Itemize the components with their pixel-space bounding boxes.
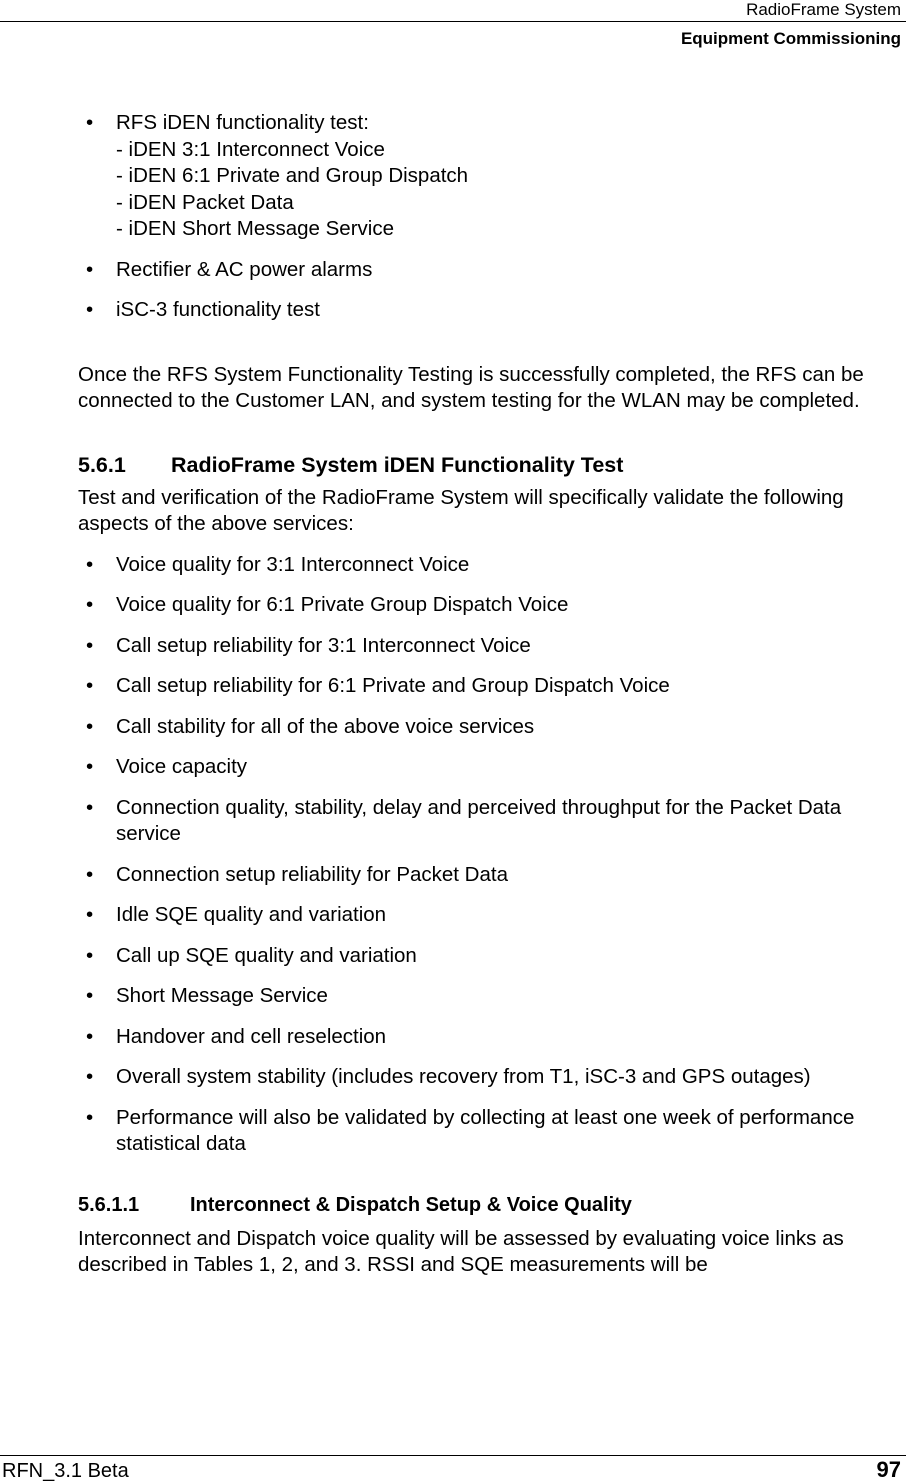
sub-item: - iDEN Short Message Service: [116, 217, 394, 240]
section-heading: [78, 451, 898, 479]
list-item: • Performance will also be validated by collecting at least one week of performance statistical data: [78, 1105, 898, 1158]
list-item: • Voice quality for 6:1 Private Group Dispatch Voice: [78, 592, 898, 619]
paragraph: Once the RFS System Functionality Testing is successfully completed, the RFS can be connected to the Customer LAN, and system testing for the WLAN may be completed.: [78, 362, 864, 412]
header-divider: [0, 21, 906, 22]
list-item: • Call setup reliability for 3:1 Interconnect Voice: [78, 633, 898, 660]
list-item: • Rectifier & AC power alarms: [78, 257, 898, 284]
page-number: 97: [876, 1457, 901, 1482]
header-title: RadioFrame System: [746, 0, 901, 19]
subsection-title: Interconnect & Dispatch Setup & Voice Quality: [190, 1193, 632, 1216]
sub-item: - iDEN 6:1 Private and Group Dispatch: [116, 164, 469, 187]
section-number: 5.6.1: [78, 452, 126, 477]
list-item: • Voice quality for 3:1 Interconnect Voice: [78, 552, 898, 579]
list-item: • Connection setup reliability for Packet Data: [78, 862, 898, 889]
footer-divider: [0, 1455, 906, 1456]
validation-aspects-list: [78, 552, 898, 1158]
list-item: • Call setup reliability for 6:1 Private and Group Dispatch Voice: [78, 673, 898, 700]
subsection-text: Interconnect and Dispatch voice quality will be assessed by evaluating voice links as described in Tables 1, 2, and 3. RSSI and SQE measurements will be: [78, 1226, 844, 1276]
list-item: • Short Message Service: [78, 983, 898, 1010]
sub-item: - iDEN 3:1 Interconnect Voice: [116, 137, 385, 161]
section-title: RadioFrame System iDEN Functionality Test: [171, 452, 624, 477]
list-item: • Idle SQE quality and variation: [78, 902, 898, 929]
list-item: • Overall system stability (includes recovery from T1, iSC-3 and GPS outages): [78, 1064, 898, 1091]
page-body: [78, 110, 898, 1279]
subsection-number: 5.6.1.1: [78, 1193, 140, 1216]
footer-doc-id: RFN_3.1 Beta: [2, 1460, 129, 1482]
list-item-text: • RFS iDEN functionality test:: [116, 111, 369, 134]
subsection-heading: [78, 1192, 898, 1218]
list-item: • Call up SQE quality and variation: [78, 943, 898, 970]
list-item: • Connection quality, stability, delay and perceived throughput for the Packet Data service: [78, 795, 898, 848]
list-item: [78, 110, 898, 243]
header-subtitle: Equipment Commissioning: [680, 29, 901, 48]
list-item: • iSC-3 functionality test: [78, 297, 898, 324]
functionality-list: [78, 110, 898, 324]
list-item: • Voice capacity: [78, 754, 898, 781]
list-item: • Handover and cell reselection: [78, 1024, 898, 1051]
section-intro: Test and verification of the RadioFrame System will specifically validate the following aspects of the above services:: [78, 485, 844, 535]
sub-item: - iDEN Packet Data: [116, 190, 294, 214]
list-item: • Call stability for all of the above voice services: [78, 714, 898, 741]
